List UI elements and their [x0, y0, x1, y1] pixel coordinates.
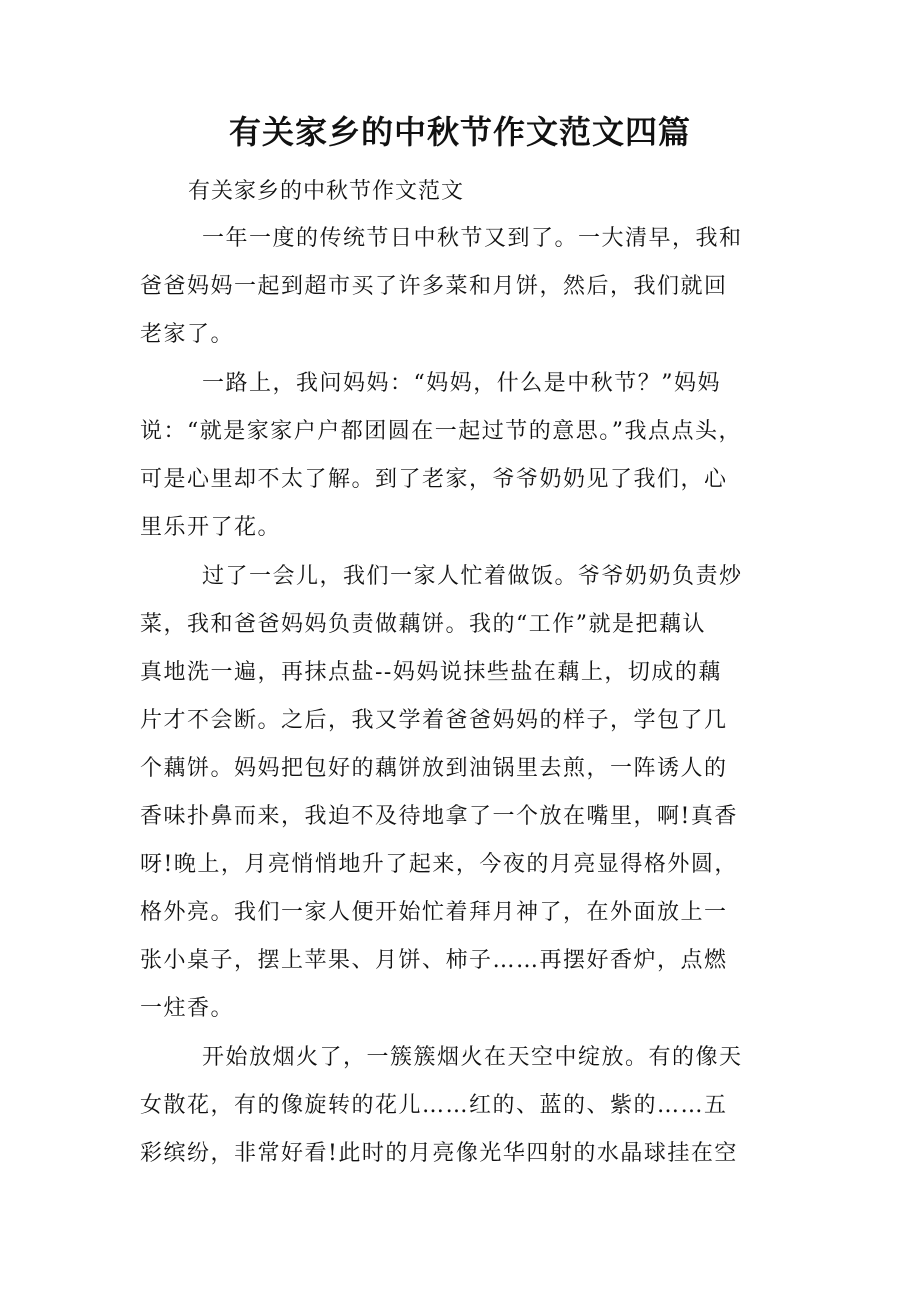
paragraph-3-line-7: 呀!晚上，月亮悄悄地升了起来，今夜的月亮显得格外圆， [140, 852, 738, 877]
paragraph-3-line-10: 一炷香。 [140, 996, 235, 1021]
paragraph-4-line-3: 彩缤纷，非常好看!此时的月亮像光华四射的水晶球挂在空 [140, 1141, 738, 1166]
paragraph-2-line-2: 说：“就是家家户户都团圆在一起过节的意思。”我点点头， [140, 419, 742, 444]
document-subtitle: 有关家乡的中秋节作文范文 [188, 179, 465, 204]
paragraph-3-line-4: 片才不会断。之后，我又学着爸爸妈妈的样子，学包了几 [140, 708, 728, 733]
paragraph-3-line-8: 格外亮。我们一家人便开始忙着拜月神了，在外面放上一 [140, 900, 728, 925]
paragraph-3-line-2: 菜，我和爸爸妈妈负责做藕饼。我的“工作”就是把藕认 [140, 612, 706, 637]
document-title: 有关家乡的中秋节作文范文四篇 [228, 113, 691, 151]
paragraph-1-line-2: 爸爸妈妈一起到超市买了许多菜和月饼，然后，我们就回 [140, 274, 728, 299]
paragraph-3-line-6: 香味扑鼻而来，我迫不及待地拿了一个放在嘴里，啊!真香 [140, 804, 738, 829]
paragraph-3-line-3: 真地洗一遍，再抹点盐--妈妈说抹些盐在藕上，切成的藕 [140, 660, 722, 685]
paragraph-3-line-1: 过了一会儿，我们一家人忙着做饭。爷爷奶奶负责炒 [202, 564, 743, 589]
paragraph-1-line-1: 一年一度的传统节日中秋节又到了。一大清早，我和 [202, 226, 743, 251]
paragraph-4-line-1: 开始放烟火了，一簇簇烟火在天空中绽放。有的像天 [202, 1045, 743, 1070]
paragraph-4-line-2: 女散花，有的像旋转的花儿……红的、蓝的、紫的……五 [140, 1093, 728, 1118]
paragraph-3-line-5: 个藕饼。妈妈把包好的藕饼放到油锅里去煎，一阵诱人的 [140, 756, 728, 781]
paragraph-3-line-9: 张小桌子，摆上苹果、月饼、柿子……再摆好香炉，点燃 [140, 948, 728, 973]
paragraph-2-line-3: 可是心里却不太了解。到了老家，爷爷奶奶见了我们，心 [140, 467, 728, 492]
paragraph-2-line-4: 里乐开了花。 [140, 515, 282, 540]
paragraph-1-line-3: 老家了。 [140, 322, 235, 347]
paragraph-2-line-1: 一路上，我问妈妈：“妈妈，什么是中秋节？”妈妈 [202, 371, 721, 396]
